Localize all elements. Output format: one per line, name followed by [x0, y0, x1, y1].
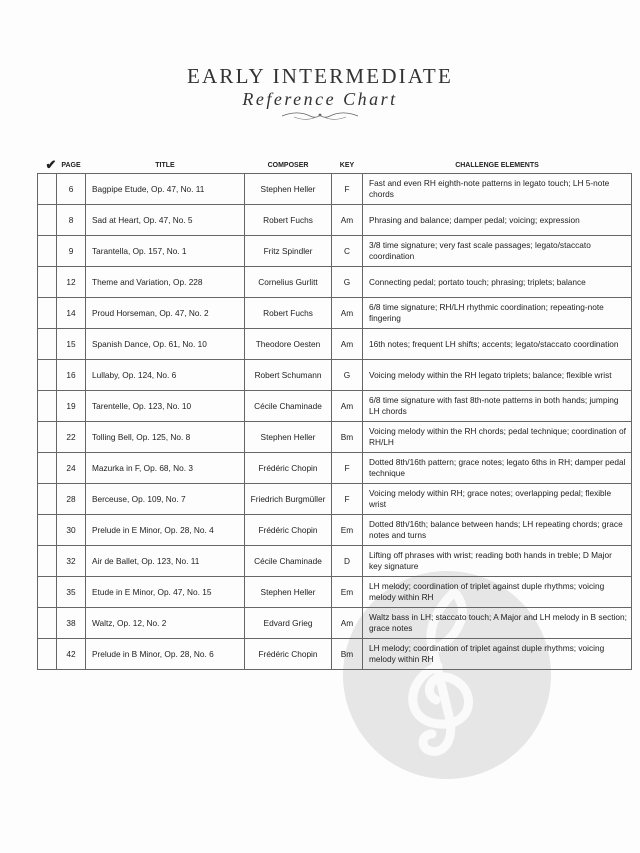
checkbox-cell[interactable] [38, 608, 57, 639]
page-cell: 24 [57, 453, 86, 484]
table-row [38, 236, 632, 267]
page-cell: 9 [57, 236, 86, 267]
page-cell: 30 [57, 515, 86, 546]
challenge-cell: Dotted 8th/16th; balance between hands; LH repeating chords; grace notes and turns [363, 515, 632, 546]
checkbox-cell[interactable] [38, 577, 57, 608]
challenge-cell: Fast and even RH eighth-note patterns in legato touch; LH 5-note chords [363, 174, 632, 205]
challenge-cell: 16th notes; frequent LH shifts; accents; legato/staccato coordination [363, 329, 632, 360]
challenge-cell: Dotted 8th/16th pattern; grace notes; legato 6ths in RH; damper pedal technique [363, 453, 632, 484]
page-title: EARLY INTERMEDIATE [187, 64, 453, 88]
challenge-cell: Phrasing and balance; damper pedal; voicing; expression [363, 205, 632, 236]
page-cell: 42 [57, 639, 86, 670]
title-cell: Prelude in B Minor, Op. 28, No. 6 [86, 639, 245, 670]
challenge-cell: Lifting off phrases with wrist; reading both hands in treble; D Major key signature [363, 546, 632, 577]
checkbox-cell[interactable] [38, 484, 57, 515]
page-cell: 8 [57, 205, 86, 236]
key-cell: F [332, 484, 363, 515]
table-row [38, 453, 632, 484]
challenge-cell: Voicing melody within RH; grace notes; overlapping pedal; flexible wrist [363, 484, 632, 515]
page-cell: 14 [57, 298, 86, 329]
composer-cell: Robert Fuchs [245, 205, 332, 236]
checkbox-cell[interactable] [38, 205, 57, 236]
title-cell: Waltz, Op. 12, No. 2 [86, 608, 245, 639]
title-cell: Lullaby, Op. 124, No. 6 [86, 360, 245, 391]
page-cell: 35 [57, 577, 86, 608]
title-cell: Proud Horseman, Op. 47, No. 2 [86, 298, 245, 329]
table-row [38, 267, 632, 298]
checkbox-cell[interactable] [38, 639, 57, 670]
composer-cell: Stephen Heller [245, 174, 332, 205]
title-cell: Tolling Bell, Op. 125, No. 8 [86, 422, 245, 453]
challenge-cell: Voicing melody within the RH chords; pedal technique; coordination of RH/LH [363, 422, 632, 453]
checkbox-cell[interactable] [38, 298, 57, 329]
composer-cell: Fritz Spindler [245, 236, 332, 267]
check-column-header: ✔ [45, 157, 57, 172]
challenge-cell: Connecting pedal; portato touch; phrasing; triplets; balance [363, 267, 632, 298]
challenge-cell: 3/8 time signature; very fast scale passages; legato/staccato coordination [363, 236, 632, 267]
table-row [38, 422, 632, 453]
table-row [38, 298, 632, 329]
composer-cell: Robert Schumann [245, 360, 332, 391]
composer-cell: Cécile Chaminade [245, 391, 332, 422]
composer-cell: Frédéric Chopin [245, 515, 332, 546]
key-cell: Am [332, 391, 363, 422]
challenge-cell: 6/8 time signature with fast 8th-note patterns in both hands; jumping LH chords [363, 391, 632, 422]
title-cell: Bagpipe Etude, Op. 47, No. 11 [86, 174, 245, 205]
page-cell: 12 [57, 267, 86, 298]
key-column-header: KEY [339, 161, 355, 169]
page-cell: 19 [57, 391, 86, 422]
composer-cell: Edvard Grieg [245, 608, 332, 639]
composer-cell: Cornelius Gurlitt [245, 267, 332, 298]
key-cell: G [332, 267, 363, 298]
title-cell: Air de Ballet, Op. 123, No. 11 [86, 546, 245, 577]
key-cell: Bm [332, 422, 363, 453]
key-cell: C [332, 236, 363, 267]
table-row [38, 515, 632, 546]
table-row [38, 484, 632, 515]
checkbox-cell[interactable] [38, 453, 57, 484]
title-cell: Spanish Dance, Op. 61, No. 10 [86, 329, 245, 360]
title-column-header: TITLE [155, 161, 175, 169]
composer-cell: Robert Fuchs [245, 298, 332, 329]
checkbox-cell[interactable] [38, 546, 57, 577]
title-cell: Tarentelle, Op. 123, No. 10 [86, 391, 245, 422]
key-cell: F [332, 174, 363, 205]
page-cell: 28 [57, 484, 86, 515]
key-cell: Am [332, 298, 363, 329]
challenge-cell: LH melody; coordination of triplet against duple rhythms; voicing melody within RH [363, 577, 632, 608]
challenge-cell: Waltz bass in LH; staccato touch; A Major and LH melody in B section; grace notes [363, 608, 632, 639]
composer-column-header: COMPOSER [267, 161, 309, 169]
table-header-row [38, 157, 632, 174]
checkbox-cell[interactable] [38, 391, 57, 422]
ornament-divider [280, 110, 360, 122]
challenge-cell: LH melody; coordination of triplet against duple rhythms; voicing melody within RH [363, 639, 632, 670]
composer-cell: Frédéric Chopin [245, 453, 332, 484]
title-cell: Theme and Variation, Op. 228 [86, 267, 245, 298]
page-cell: 22 [57, 422, 86, 453]
checkbox-cell[interactable] [38, 267, 57, 298]
table-row [38, 639, 632, 670]
title-cell: Etude in E Minor, Op. 47, No. 15 [86, 577, 245, 608]
composer-cell: Friedrich Burgmüller [245, 484, 332, 515]
key-cell: G [332, 360, 363, 391]
checkbox-cell[interactable] [38, 329, 57, 360]
checkbox-cell[interactable] [38, 236, 57, 267]
challenge-cell: Voicing melody within the RH legato triplets; balance; flexible wrist [363, 360, 632, 391]
key-cell: Am [332, 205, 363, 236]
table-row [38, 577, 632, 608]
title-cell: Berceuse, Op. 109, No. 7 [86, 484, 245, 515]
composer-cell: Stephen Heller [245, 577, 332, 608]
key-cell: Em [332, 577, 363, 608]
table-row [38, 391, 632, 422]
table-row [38, 360, 632, 391]
page-cell: 6 [57, 174, 86, 205]
table-row [38, 174, 632, 205]
composer-cell: Frédéric Chopin [245, 639, 332, 670]
title-cell: Tarantella, Op. 157, No. 1 [86, 236, 245, 267]
table-row [38, 329, 632, 360]
key-cell: Am [332, 329, 363, 360]
checkbox-cell[interactable] [38, 422, 57, 453]
composer-cell: Cécile Chaminade [245, 546, 332, 577]
page-subtitle: Reference Chart [242, 89, 398, 109]
checkbox-cell[interactable] [38, 360, 57, 391]
title-cell: Sad at Heart, Op. 47, No. 5 [86, 205, 245, 236]
reference-chart-table [37, 157, 632, 670]
title-cell: Prelude in E Minor, Op. 28, No. 4 [86, 515, 245, 546]
table-row [38, 546, 632, 577]
page-cell: 16 [57, 360, 86, 391]
key-cell: Em [332, 515, 363, 546]
table-row [38, 205, 632, 236]
page-cell: 15 [57, 329, 86, 360]
page-column-header: PAGE [61, 161, 81, 169]
checkbox-cell[interactable] [38, 515, 57, 546]
table-row [38, 608, 632, 639]
key-cell: Am [332, 608, 363, 639]
title-cell: Mazurka in F, Op. 68, No. 3 [86, 453, 245, 484]
composer-cell: Stephen Heller [245, 422, 332, 453]
page-cell: 38 [57, 608, 86, 639]
key-cell: F [332, 453, 363, 484]
challenge-cell: 6/8 time signature; RH/LH rhythmic coordination; repeating-note fingering [363, 298, 632, 329]
composer-cell: Theodore Oesten [245, 329, 332, 360]
challenge-column-header: CHALLENGE ELEMENTS [455, 161, 539, 169]
checkbox-cell[interactable] [38, 174, 57, 205]
page-cell: 32 [57, 546, 86, 577]
key-cell: D [332, 546, 363, 577]
key-cell: Bm [332, 639, 363, 670]
